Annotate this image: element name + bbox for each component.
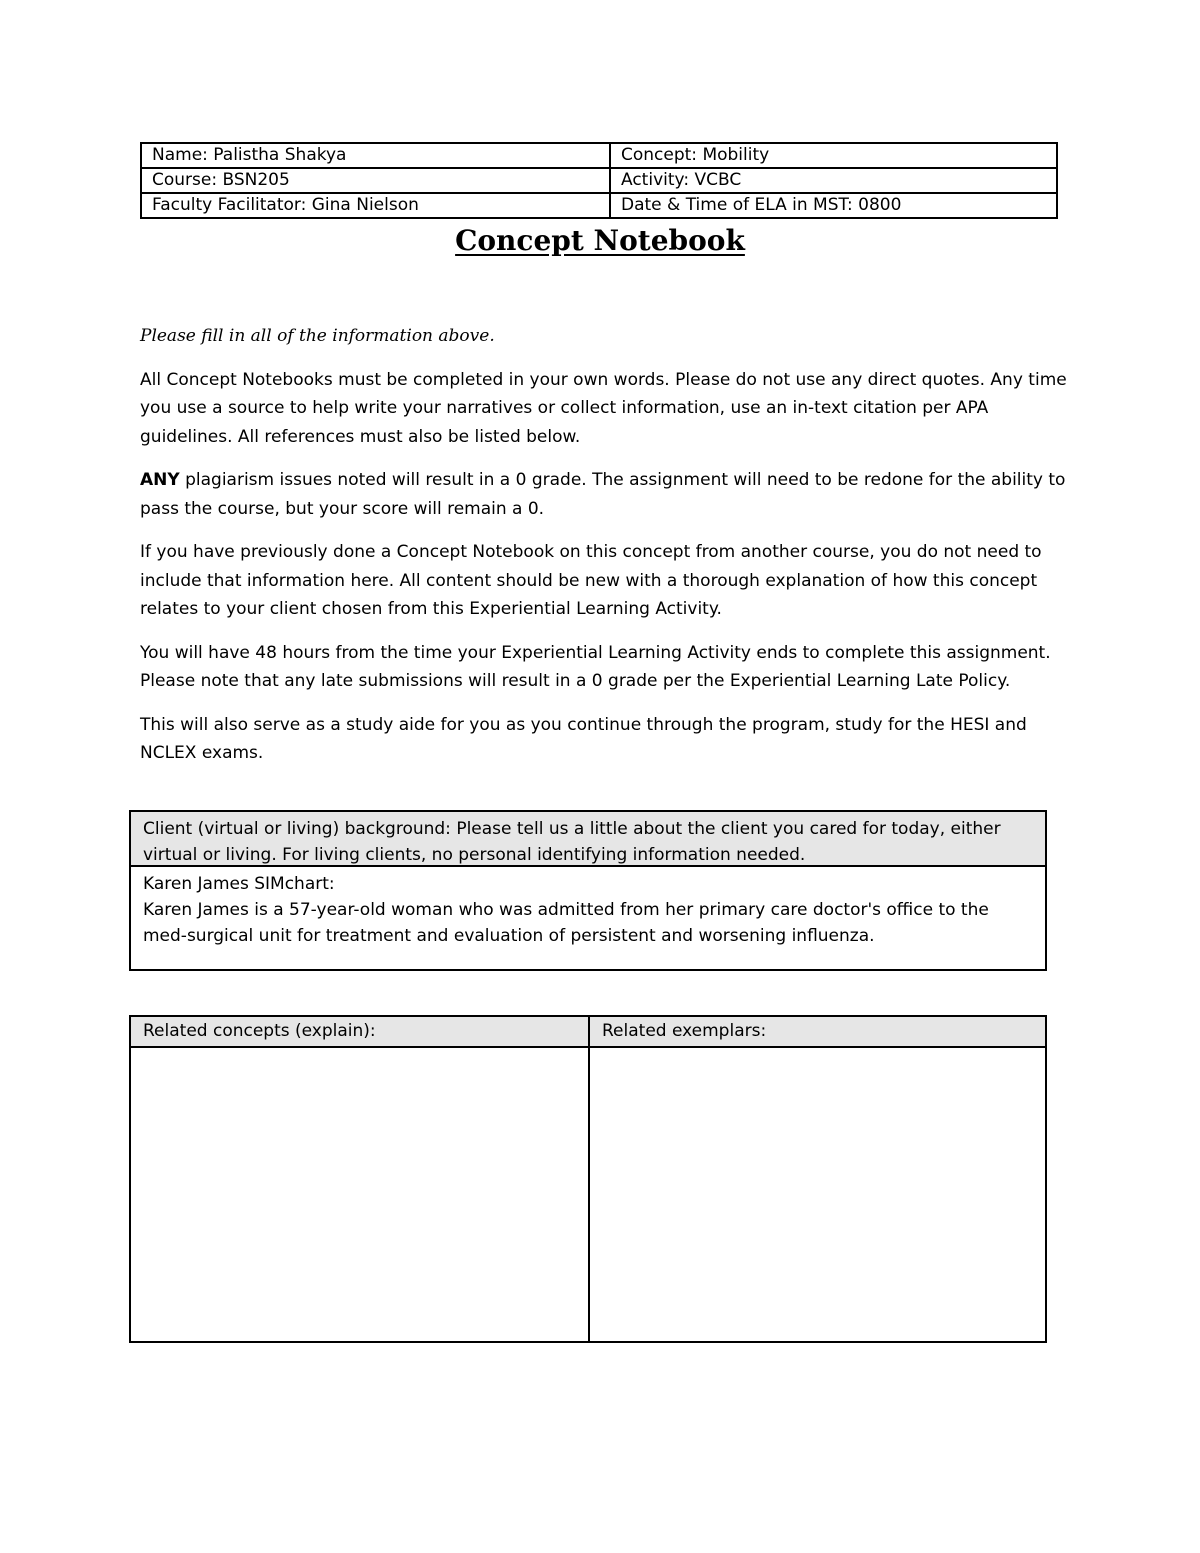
student-name-cell: Name: Palistha Shakya bbox=[141, 143, 610, 168]
info-row bbox=[141, 168, 1057, 193]
student-info-table bbox=[140, 142, 1058, 219]
concept-cell: Concept: Mobility bbox=[610, 143, 1057, 168]
instructions-section bbox=[140, 322, 1070, 783]
page-title: Concept Notebook bbox=[455, 224, 745, 257]
related-concepts-header: Related concepts (explain): bbox=[131, 1017, 590, 1046]
related-table bbox=[129, 1015, 1047, 1343]
fill-in-note: Please fill in all of the information above. bbox=[140, 326, 495, 346]
instructions-paragraph-2 bbox=[140, 466, 1070, 523]
client-background-header: Client (virtual or living) background: Please tell us a little about the client you cared for today, either virtual or living. For living clients, no personal identifying information needed. bbox=[131, 812, 1045, 867]
info-row bbox=[141, 193, 1057, 218]
related-table-body bbox=[131, 1048, 1045, 1343]
instructions-paragraph-4: You will have 48 hours from the time your Experiential Learning Activity ends to complete this assignment. Please note that any late submissions will result in a 0 grade per the Experiential Learning Late Policy. bbox=[140, 642, 1051, 691]
activity-cell: Activity: VCBC bbox=[610, 168, 1057, 193]
client-line-1: Karen James SIMchart: bbox=[143, 874, 335, 894]
plagiarism-text: plagiarism issues noted will result in a 0 grade. The assignment will need to be redone for the ability to pass the course, but your score will remain a 0. bbox=[140, 470, 1066, 519]
instructions-paragraph-1: All Concept Notebooks must be completed in your own words. Please do not use any direct quotes. Any time you use a source to help write your narratives or collect information, use an in-text citation per APA guidelines. All references must also be listed below. bbox=[140, 369, 1067, 447]
related-table-header bbox=[131, 1017, 1045, 1048]
course-cell: Course: BSN205 bbox=[141, 168, 610, 193]
related-exemplars-header: Related exemplars: bbox=[602, 1021, 767, 1041]
client-line-2: Karen James is a 57-year-old woman who was admitted from her primary care doctor's office to the med-surgical unit for treatment and evaluation of persistent and worsening influenza. bbox=[143, 900, 989, 946]
facilitator-cell: Faculty Facilitator: Gina Nielson bbox=[141, 193, 610, 218]
client-background-box bbox=[129, 810, 1047, 971]
instructions-paragraph-3: If you have previously done a Concept Notebook on this concept from another course, you do not need to include that information here. All content should be new with a thorough explanation of how this concept relates to your client chosen from this Experiential Learning Activity. bbox=[140, 542, 1042, 619]
client-background-content[interactable] bbox=[131, 867, 1045, 953]
related-exemplars-field[interactable] bbox=[590, 1048, 1045, 1343]
related-concepts-field[interactable] bbox=[131, 1048, 590, 1343]
date-time-cell: Date & Time of ELA in MST: 0800 bbox=[610, 193, 1057, 218]
info-row bbox=[141, 143, 1057, 168]
emphasis-any: ANY bbox=[140, 470, 180, 490]
instructions-paragraph-5: This will also serve as a study aide for you as you continue through the program, study for the HESI and NCLEX exams. bbox=[140, 714, 1027, 763]
